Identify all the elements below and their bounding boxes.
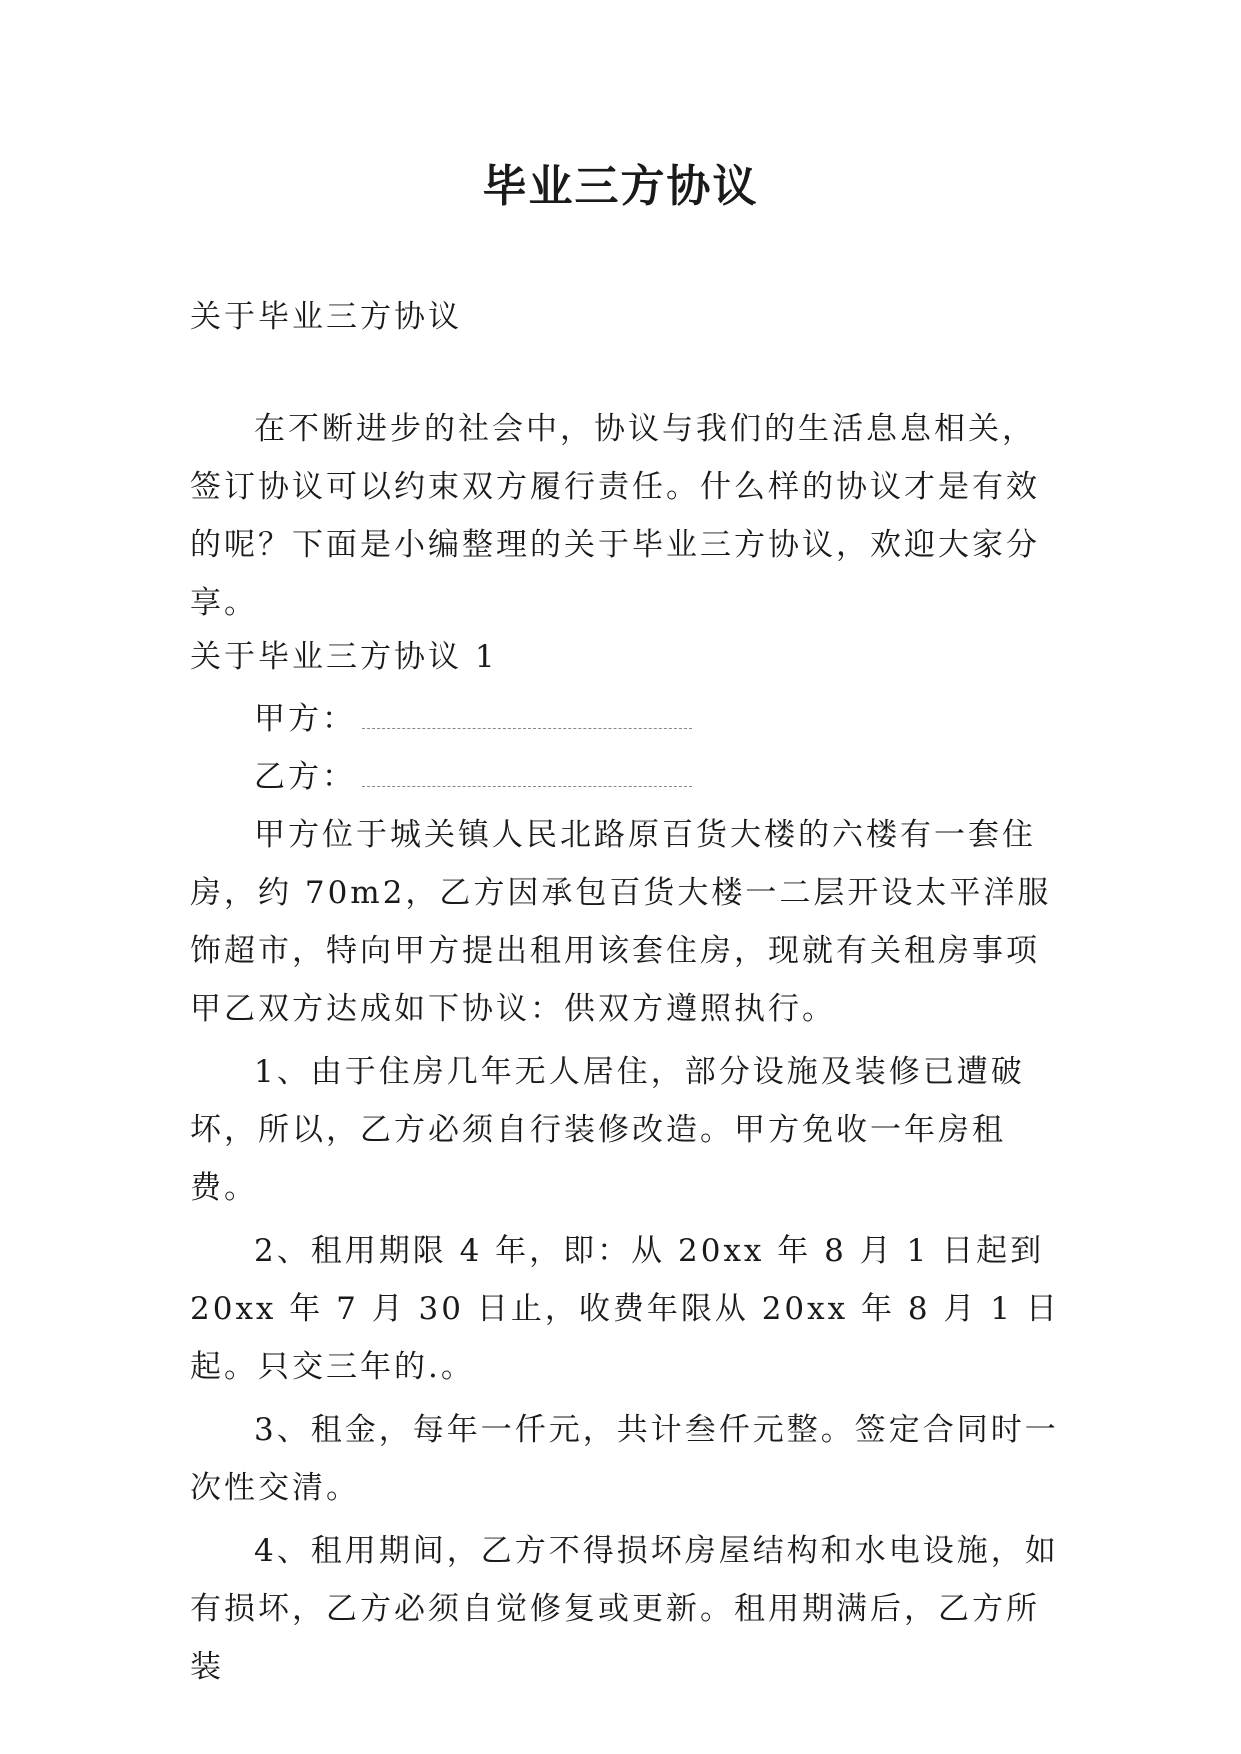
intro-paragraph — [190, 400, 1060, 632]
clause-1: 1、由于住房几年无人居住，部分设施及装修已遭破坏，所以，乙方必须自行装修改造。甲方免收一年房租费。 — [190, 1054, 1025, 1206]
intro-text: 在不断进步的社会中，协议与我们的生活息息相关，签订协议可以约束双方履行责任。什么样的协议才是有效的呢？下面是小编整理的关于毕业三方协议，欢迎大家分享。 — [190, 411, 1040, 621]
clause-4: 4、租用期间，乙方不得损坏房屋结构和水电设施，如有损坏，乙方必须自觉修复或更新。租用期满后，乙方所装 — [190, 1533, 1059, 1685]
clause-2: 2、租用期限 4 年，即：从 20xx 年 8 月 1 日起到 20xx 年 7 月 30 日止，收费年限从 20xx 年 8 月 1 日起。只交三年的.。 — [190, 1233, 1060, 1385]
agreement-paragraph: 甲方位于城关镇人民北路原百货大楼的六楼有一套住房，约 70m2，乙方因承包百货大楼一二层开设太平洋服饰超市，特向甲方提出租用该套住房，现就有关租房事项甲乙双方达成如下协议：供双方遵照执行。 — [190, 817, 1052, 1027]
party-a-label: 甲方： — [254, 701, 356, 737]
party-a-line — [190, 690, 1060, 748]
document-subtitle: 关于毕业三方协议 — [190, 299, 462, 335]
clause-3: 3、租金，每年一仟元，共计叁仟元整。签定合同时一次性交清。 — [190, 1412, 1059, 1506]
document-title: 毕业三方协议 — [482, 161, 759, 212]
party-b-label: 乙方： — [254, 759, 356, 795]
section-heading: 关于毕业三方协议 1 — [190, 639, 498, 675]
party-b-blank — [362, 764, 692, 787]
party-b-line — [190, 748, 1060, 806]
party-a-blank — [362, 706, 692, 729]
agreement-content — [190, 690, 1060, 1701]
